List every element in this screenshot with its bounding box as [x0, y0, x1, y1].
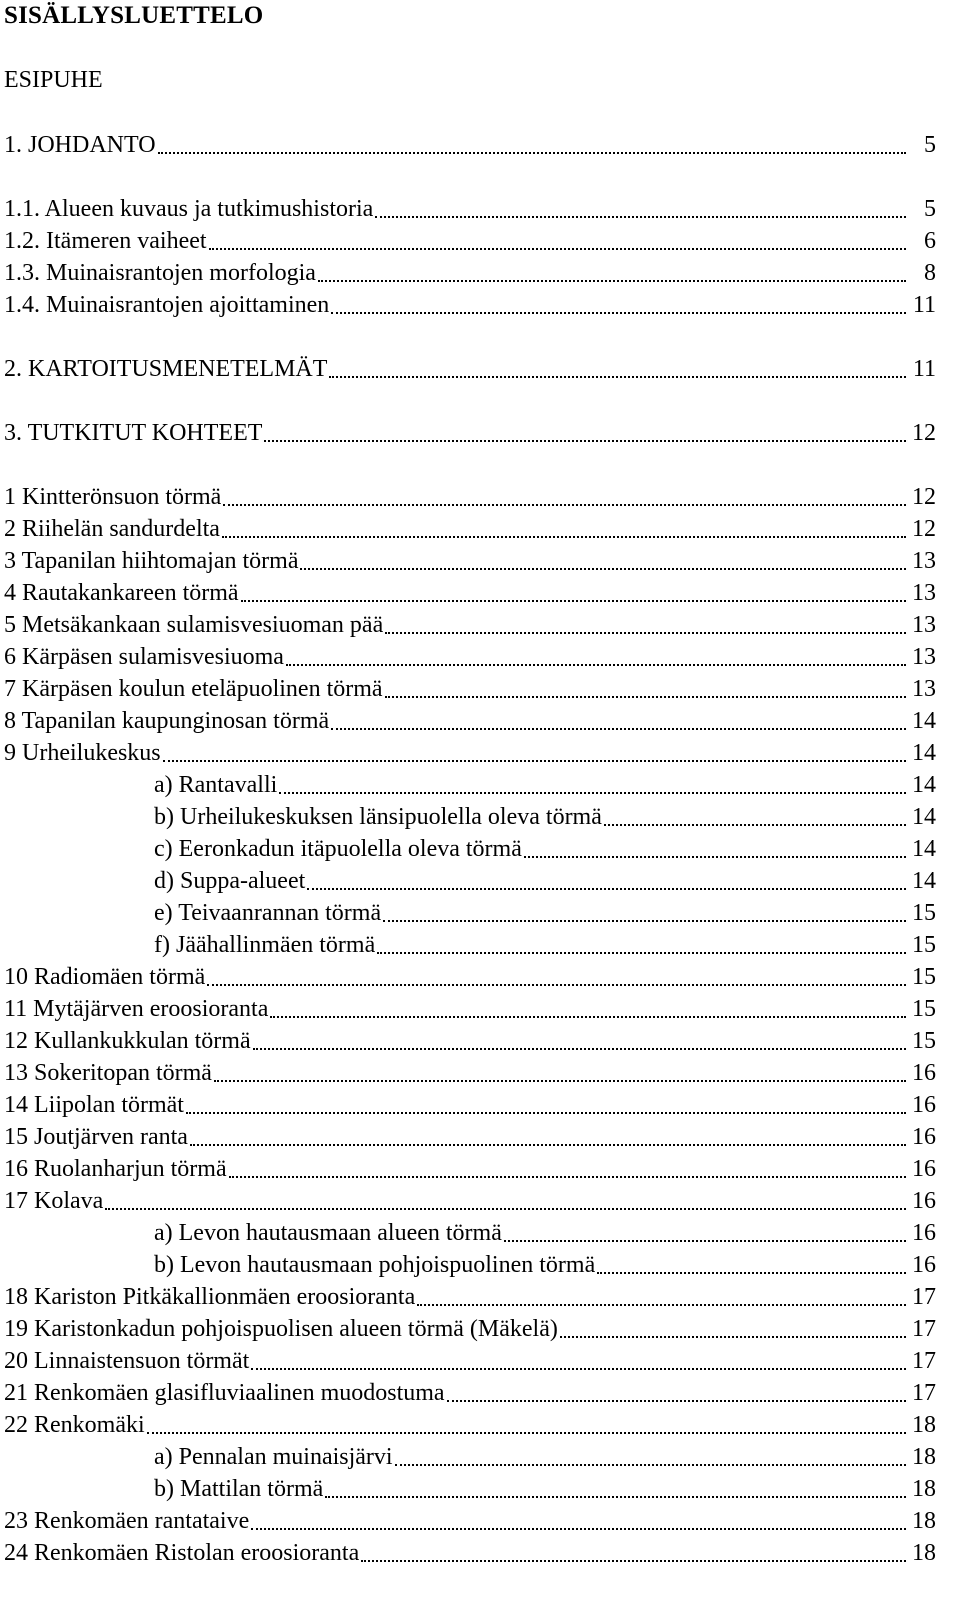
toc-entry[interactable]	[0, 1152, 960, 1184]
toc-subentry[interactable]	[0, 768, 960, 800]
toc-subentry[interactable]	[0, 1472, 960, 1504]
dot-leader	[214, 1080, 906, 1082]
toc-entry[interactable]	[0, 352, 960, 384]
toc-entry-label: 1.4. Muinaisrantojen ajoittaminen	[4, 292, 330, 318]
toc-entry-label: a) Rantavalli	[154, 772, 278, 798]
dot-leader	[222, 536, 906, 538]
toc-entry-label: 20 Linnaistensuon törmät	[4, 1348, 250, 1374]
toc-page-number: 17	[912, 1284, 936, 1310]
toc-page-number: 15	[912, 964, 936, 990]
toc-entry[interactable]	[0, 1184, 960, 1216]
dot-leader	[375, 216, 906, 218]
toc-entry[interactable]	[0, 736, 960, 768]
toc-entry-label: 4 Rautakankareen törmä	[4, 580, 239, 606]
toc-page-number: 14	[912, 868, 936, 894]
toc-page-number: 16	[912, 1220, 936, 1246]
dot-leader	[385, 632, 906, 634]
toc-page-number: 15	[912, 1028, 936, 1054]
toc-page-number: 5	[924, 196, 936, 222]
toc-page-number: 14	[912, 740, 936, 766]
toc-subentry[interactable]	[0, 896, 960, 928]
toc-entry-label: 1.3. Muinaisrantojen morfologia	[4, 260, 316, 286]
toc-page-number: 15	[912, 932, 936, 958]
toc-entry[interactable]	[0, 608, 960, 640]
toc-entry-label: 21 Renkomäen glasifluviaalinen muodostuma	[4, 1380, 445, 1406]
dot-leader	[264, 440, 906, 442]
toc-entry-label: 22 Renkomäki	[4, 1412, 145, 1438]
toc-page-number: 17	[912, 1316, 936, 1342]
toc-entry[interactable]	[0, 1376, 960, 1408]
toc-page-number: 14	[912, 772, 936, 798]
toc-subentry[interactable]	[0, 1216, 960, 1248]
toc-entry-label: 2. KARTOITUSMENETELMÄT	[4, 356, 328, 382]
toc-page-number: 12	[912, 516, 936, 542]
dot-leader	[325, 1496, 906, 1498]
toc-entry-label: c) Eeronkadun itäpuolella oleva törmä	[154, 836, 522, 862]
toc-entry[interactable]	[0, 960, 960, 992]
dot-leader	[447, 1400, 906, 1402]
toc-page-number: 14	[912, 836, 936, 862]
toc-entry[interactable]	[0, 1056, 960, 1088]
toc-entry[interactable]	[0, 1280, 960, 1312]
toc-page-number: 16	[912, 1060, 936, 1086]
toc-entry-label: b) Mattilan törmä	[154, 1476, 324, 1502]
toc-page-number: 11	[912, 356, 936, 382]
toc-entry[interactable]	[0, 704, 960, 736]
dot-leader	[251, 1528, 906, 1530]
dot-leader	[318, 280, 906, 282]
toc-page-number: 18	[912, 1444, 936, 1470]
dot-leader	[524, 856, 906, 858]
toc-page-number: 18	[912, 1540, 936, 1566]
toc-entry-label: 1 Kintterönsuon törmä	[4, 484, 222, 510]
dot-leader	[207, 984, 906, 986]
toc-entry[interactable]	[0, 288, 960, 320]
toc-page-number: 17	[912, 1380, 936, 1406]
toc-page-number: 13	[912, 580, 936, 606]
toc-entry-label: b) Urheilukeskuksen länsipuolella oleva törmä	[154, 804, 602, 830]
toc-page-number: 6	[924, 228, 936, 254]
dot-leader	[504, 1240, 906, 1242]
toc-subentry[interactable]	[0, 864, 960, 896]
toc-entry-label: b) Levon hautausmaan pohjoispuolinen törmä	[154, 1252, 596, 1278]
toc-entry[interactable]	[0, 256, 960, 288]
toc-entry-label: 1.1. Alueen kuvaus ja tutkimushistoria	[4, 196, 374, 222]
toc-entry[interactable]	[0, 128, 960, 160]
toc-entry-label: 15 Joutjärven ranta	[4, 1124, 188, 1150]
toc-entry[interactable]	[0, 1120, 960, 1152]
toc-entry[interactable]	[0, 672, 960, 704]
toc-subentry[interactable]	[0, 928, 960, 960]
dot-leader	[383, 920, 906, 922]
dot-leader	[331, 728, 906, 730]
toc-entry-label: 1. JOHDANTO	[4, 132, 156, 158]
toc-entry[interactable]	[0, 544, 960, 576]
toc-entry-label: 3 Tapanilan hiihtomajan törmä	[4, 548, 299, 574]
dot-leader	[158, 152, 906, 154]
toc-page-number: 17	[912, 1348, 936, 1374]
toc-entry[interactable]	[0, 1536, 960, 1568]
toc-page-number: 18	[912, 1476, 936, 1502]
toc-entry[interactable]	[0, 1312, 960, 1344]
toc-entry[interactable]	[0, 992, 960, 1024]
toc-entry-label: 12 Kullankukkulan törmä	[4, 1028, 251, 1054]
toc-page-number: 18	[912, 1412, 936, 1438]
page-title: SISÄLLYSLUETTELO	[4, 2, 264, 29]
toc-page-number: 16	[912, 1188, 936, 1214]
toc-page-number: 15	[912, 996, 936, 1022]
dot-leader	[163, 760, 906, 762]
toc-entry-label: 2 Riihelän sandurdelta	[4, 516, 220, 542]
toc-entry-label: 11 Mytäjärven eroosioranta	[4, 996, 269, 1022]
dot-leader	[300, 568, 906, 570]
dot-leader	[209, 248, 906, 250]
toc-entry[interactable]	[0, 1504, 960, 1536]
toc-page-number: 13	[912, 612, 936, 638]
dot-leader	[251, 1368, 906, 1370]
toc-entry-label: d) Suppa-alueet	[154, 868, 306, 894]
toc-entry[interactable]	[0, 1344, 960, 1376]
toc-page-number: 13	[912, 676, 936, 702]
toc-entry[interactable]	[0, 576, 960, 608]
toc-page-number: 13	[912, 644, 936, 670]
toc-entry-label: 6 Kärpäsen sulamisvesiuoma	[4, 644, 284, 670]
dot-leader	[597, 1272, 906, 1274]
toc-entry-label: 13 Sokeritopan törmä	[4, 1060, 212, 1086]
dot-leader	[241, 600, 906, 602]
toc-page-number: 5	[924, 132, 936, 158]
toc-entry[interactable]	[0, 192, 960, 224]
toc-subentry[interactable]	[0, 1440, 960, 1472]
toc-entry-label: 10 Radiomäen törmä	[4, 964, 206, 990]
dot-leader	[147, 1432, 906, 1434]
toc-entry-label: 23 Renkomäen rantataive	[4, 1508, 250, 1534]
toc-page-number: 14	[912, 804, 936, 830]
dot-leader	[331, 312, 906, 314]
toc-entry-label: 3. TUTKITUT KOHTEET	[4, 420, 263, 446]
toc-entry-label: 5 Metsäkankaan sulamisvesiuoman pää	[4, 612, 384, 638]
toc-subentry[interactable]	[0, 1248, 960, 1280]
toc-page-number: 16	[912, 1092, 936, 1118]
toc-page-number: 8	[924, 260, 936, 286]
toc-entry-label: e) Teivaanrannan törmä	[154, 900, 382, 926]
dot-leader	[286, 664, 906, 666]
dot-leader	[190, 1144, 906, 1146]
toc-entry-label: f) Jäähallinmäen törmä	[154, 932, 376, 958]
toc-subentry[interactable]	[0, 800, 960, 832]
toc-page-number: 13	[912, 548, 936, 574]
dot-leader	[223, 504, 906, 506]
toc-page-number: 16	[912, 1124, 936, 1150]
toc-entry-label: 16 Ruolanharjun törmä	[4, 1156, 227, 1182]
toc-entry[interactable]	[0, 1088, 960, 1120]
toc-entry[interactable]	[0, 1024, 960, 1056]
dot-leader	[560, 1336, 906, 1338]
dot-leader	[361, 1560, 906, 1562]
toc-entry[interactable]	[0, 224, 960, 256]
toc-page-number: 12	[912, 420, 936, 446]
toc-page-number: 11	[912, 292, 936, 318]
dot-leader	[395, 1464, 906, 1466]
toc-entry-label: 17 Kolava	[4, 1188, 104, 1214]
toc-entry[interactable]	[0, 416, 960, 448]
toc-entry-label: 1.2. Itämeren vaiheet	[4, 228, 207, 254]
dot-leader	[307, 888, 906, 890]
toc-entry-label: a) Levon hautausmaan alueen törmä	[154, 1220, 502, 1246]
dot-leader	[385, 696, 906, 698]
toc-entry-label: a) Pennalan muinaisjärvi	[154, 1444, 393, 1470]
dot-leader	[329, 376, 906, 378]
toc-page-number: 15	[912, 900, 936, 926]
toc-entry-label: 7 Kärpäsen koulun eteläpuolinen törmä	[4, 676, 383, 702]
toc-entry-label: 18 Kariston Pitkäkallionmäen eroosioranta	[4, 1284, 416, 1310]
toc-entry[interactable]	[0, 640, 960, 672]
dot-leader	[186, 1112, 906, 1114]
toc-page-number: 14	[912, 708, 936, 734]
toc-entry[interactable]	[0, 512, 960, 544]
toc-entry-label: 19 Karistonkadun pohjoispuolisen alueen törmä (Mäkelä)	[4, 1316, 558, 1342]
dot-leader	[377, 952, 906, 954]
dot-leader	[417, 1304, 906, 1306]
toc-entry-label: 24 Renkomäen Ristolan eroosioranta	[4, 1540, 360, 1566]
toc-entry-label: 14 Liipolan törmät	[4, 1092, 184, 1118]
toc-entry[interactable]	[0, 1408, 960, 1440]
toc-page-number: 16	[912, 1252, 936, 1278]
toc-entry-label: 8 Tapanilan kaupunginosan törmä	[4, 708, 330, 734]
dot-leader	[253, 1048, 906, 1050]
toc-subentry[interactable]	[0, 832, 960, 864]
dot-leader	[279, 792, 906, 794]
dot-leader	[604, 824, 906, 826]
toc-page-number: 16	[912, 1156, 936, 1182]
dot-leader	[270, 1016, 906, 1018]
toc-page-number: 18	[912, 1508, 936, 1534]
toc-page-number: 12	[912, 484, 936, 510]
dot-leader	[229, 1176, 906, 1178]
toc-entry[interactable]	[0, 480, 960, 512]
preface-heading: ESIPUHE	[4, 67, 103, 93]
toc-entry-label: 9 Urheilukeskus	[4, 740, 161, 766]
dot-leader	[105, 1208, 906, 1210]
